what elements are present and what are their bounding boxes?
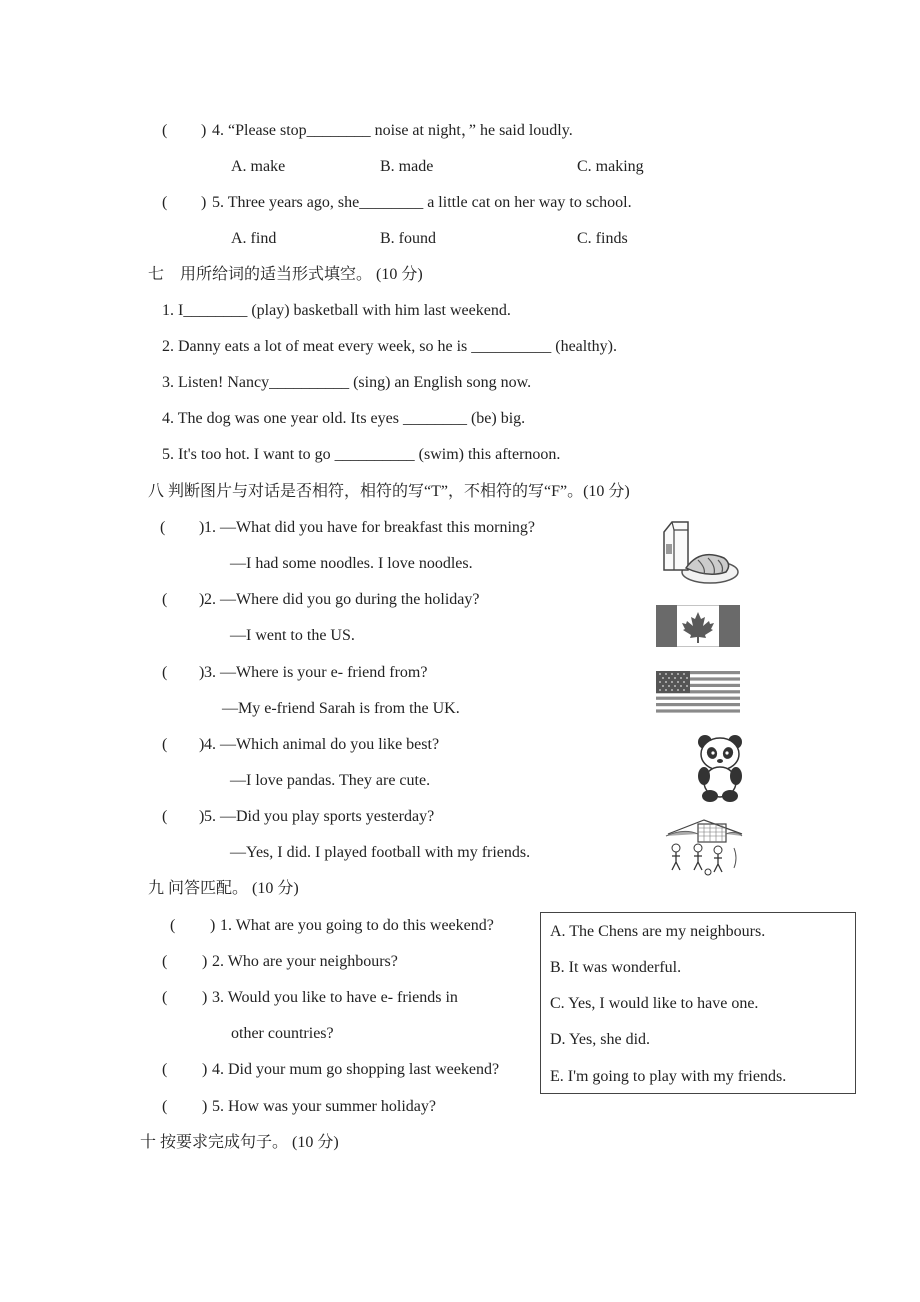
dialogue-question: 5. —Did you play sports yesterday? xyxy=(204,808,435,825)
section-heading: 九 问答匹配。 (10 分) xyxy=(148,880,299,897)
answer-paren-close: ) xyxy=(202,1098,208,1115)
answer-paren-close: ) xyxy=(199,519,205,536)
answer-paren-close: ) xyxy=(199,808,205,825)
answer-paren[interactable]: ( xyxy=(162,808,168,825)
match-question: 1. What are you going to do this weekend? xyxy=(220,917,494,934)
section-heading: 七 用所给词的适当形式填空。 (10 分) xyxy=(148,266,423,283)
dialogue-answer: —Yes, I did. I played football with my friends. xyxy=(230,844,531,861)
match-question: 3. Would you like to have e- friends in xyxy=(212,989,458,1006)
question-stem: 5. Three years ago, she________ a little cat on her way to school. xyxy=(212,194,632,211)
dialogue-answer: —I love pandas. They are cute. xyxy=(230,772,431,789)
answer-paren-open[interactable]: ( xyxy=(162,122,168,139)
answer-paren[interactable]: ( xyxy=(160,519,166,536)
answer-paren-close: ) xyxy=(199,664,205,681)
canada-flag-icon xyxy=(656,605,740,647)
answer-paren[interactable]: ( xyxy=(162,591,168,608)
answer-paren[interactable]: ( xyxy=(162,664,168,681)
dialogue-answer: —My e-friend Sarah is from the UK. xyxy=(222,700,460,717)
answer-paren[interactable]: ( xyxy=(170,917,176,934)
answer-paren[interactable]: ( xyxy=(162,953,168,970)
match-question: 2. Who are your neighbours? xyxy=(212,953,398,970)
dialogue-answer: —I went to the US. xyxy=(230,627,355,644)
option-b: B. made xyxy=(380,158,434,175)
answer-paren-open[interactable]: ( xyxy=(162,194,168,211)
section-heading: 十 按要求完成句子。 (10 分) xyxy=(140,1134,339,1151)
dialogue-answer: —I had some noodles. I love noodles. xyxy=(230,555,473,572)
fill-item: 5. It's too hot. I want to go __________ (swim) this afternoon. xyxy=(162,446,561,463)
option-c: C. finds xyxy=(577,230,628,247)
answer-paren-close: ) xyxy=(201,122,207,139)
answer-option: D. Yes, she did. xyxy=(550,1031,651,1048)
answer-paren-close: ) xyxy=(202,1061,208,1078)
answer-paren[interactable]: ( xyxy=(162,1061,168,1078)
fill-item: 3. Listen! Nancy__________ (sing) an English song now. xyxy=(162,374,532,391)
answer-paren-close: ) xyxy=(199,591,205,608)
answer-option: B. It was wonderful. xyxy=(550,959,682,976)
dialogue-question: 1. —What did you have for breakfast this morning? xyxy=(204,519,536,536)
answer-paren-close: ) xyxy=(201,194,207,211)
match-question-continued: other countries? xyxy=(231,1025,334,1042)
answer-paren[interactable]: ( xyxy=(162,1098,168,1115)
usa-flag-icon xyxy=(656,671,740,713)
panda-icon xyxy=(696,734,744,804)
dialogue-question: 4. —Which animal do you like best? xyxy=(204,736,440,753)
kids-football-icon xyxy=(664,818,744,878)
milk-bread-icon xyxy=(660,520,742,586)
dialogue-question: 2. —Where did you go during the holiday? xyxy=(204,591,480,608)
answer-paren[interactable]: ( xyxy=(162,989,168,1006)
section-heading: 八 判断图片与对话是否相符，相符的写“T”，不相符的写“F”。(10 分) xyxy=(148,483,630,500)
option-c: C. making xyxy=(577,158,644,175)
answer-option: C. Yes, I would like to have one. xyxy=(550,995,759,1012)
answer-paren-close: ) xyxy=(199,736,205,753)
answer-paren[interactable]: ( xyxy=(162,736,168,753)
answer-option: E. I'm going to play with my friends. xyxy=(550,1068,787,1085)
match-question: 5. How was your summer holiday? xyxy=(212,1098,436,1115)
answer-option: A. The Chens are my neighbours. xyxy=(550,923,766,940)
answer-paren-close: ) xyxy=(202,953,208,970)
answer-paren-close: ) xyxy=(210,917,216,934)
fill-item: 1. I________ (play) basketball with him last weekend. xyxy=(162,302,511,319)
option-a: A. find xyxy=(231,230,277,247)
fill-item: 4. The dog was one year old. Its eyes ________ (be) big. xyxy=(162,410,526,427)
fill-item: 2. Danny eats a lot of meat every week, so he is __________ (healthy). xyxy=(162,338,617,355)
answer-paren-close: ) xyxy=(202,989,208,1006)
match-question: 4. Did your mum go shopping last weekend? xyxy=(212,1061,500,1078)
dialogue-question: 3. —Where is your e- friend from? xyxy=(204,664,428,681)
question-stem: 4. “Please stop________ noise at night，” he said loudly. xyxy=(212,122,573,139)
option-a: A. make xyxy=(231,158,286,175)
option-b: B. found xyxy=(380,230,436,247)
